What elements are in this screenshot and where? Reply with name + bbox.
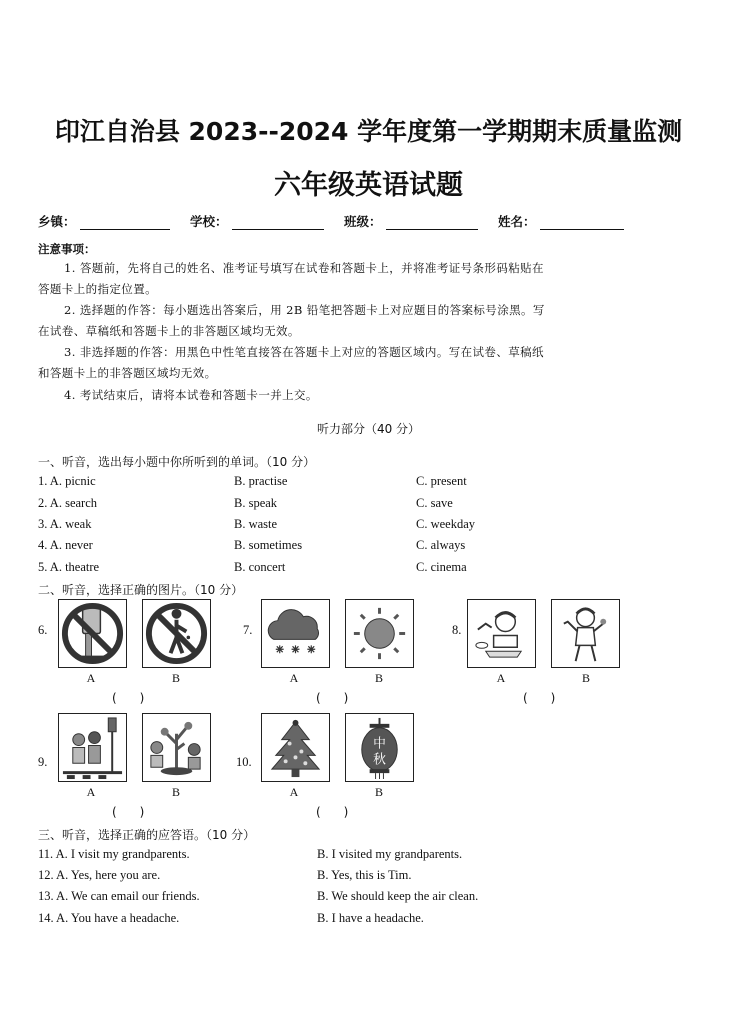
note-line: 和答题卡上的非答题区域均无效。	[38, 366, 217, 380]
option-label-a: A	[289, 671, 299, 685]
answer-blank[interactable]: ( )	[316, 805, 349, 819]
answer-blank[interactable]: ( )	[112, 805, 145, 819]
info-field-school: 学校：	[190, 212, 324, 230]
option-label-b: B	[171, 785, 180, 799]
no-phone-icon[interactable]	[58, 599, 127, 668]
snow-cloud-icon[interactable]	[261, 599, 330, 668]
note-line: 2. 选择题的作答：每小题选出答案后，用 2B 铅笔把答题卡上对应题目的答案标号涂黑。写	[64, 303, 545, 317]
question-row: 12. A. Yes, here you are. B. Yes, this is Tim.	[38, 868, 412, 882]
note-line: 4. 考试结束后，请将本试卷和答题卡一并上交。	[64, 388, 318, 402]
lantern-char: 秋	[373, 752, 386, 768]
question-number: 10.	[236, 755, 252, 769]
exam-subtitle: 六年级英语试题	[274, 170, 463, 201]
question-number: 7.	[243, 623, 253, 637]
class-blank[interactable]	[386, 215, 478, 230]
option-label-b: B	[171, 671, 180, 685]
answer-blank[interactable]: ( )	[112, 691, 145, 705]
no-littering-icon[interactable]	[142, 599, 211, 668]
question-row: 4. A. never B. sometimes C. always	[38, 538, 466, 552]
section2-title: 二、听音，选择正确的图片。（10 分）	[38, 583, 244, 597]
option-label-a: A	[86, 671, 96, 685]
option-label-b: B	[374, 671, 383, 685]
township-blank[interactable]	[80, 215, 170, 230]
lantern-char: 中	[373, 736, 386, 752]
listening-section-header: 听力部分（40 分）	[316, 422, 421, 436]
question-row: 1. A. picnic B. practise C. present	[38, 474, 467, 488]
section3-title: 三、听音，选择正确的应答语。（10 分）	[38, 828, 256, 842]
answer-blank[interactable]: ( )	[316, 691, 349, 705]
info-field-township: 乡镇：	[38, 212, 170, 230]
note-line: 1. 答题前，先将自己的姓名、准考证号填写在试卷和答题卡上，并将准考证号条形码粘贴在	[64, 261, 544, 275]
info-field-name: 姓名：	[498, 212, 624, 230]
notes-heading: 注意事项：	[38, 242, 96, 256]
question-row: 5. A. theatre B. concert C. cinema	[38, 560, 467, 574]
option-label-a: A	[86, 785, 96, 799]
note-line: 答题卡上的指定位置。	[38, 282, 157, 296]
exam-title: 印江自治县 2023--2024 学年度第一学期期末质量监测	[54, 117, 683, 146]
option-label-a: A	[496, 671, 506, 685]
name-blank[interactable]	[540, 215, 624, 230]
question-number: 8.	[452, 623, 462, 637]
children-planting-tree-icon[interactable]	[142, 713, 211, 782]
question-row: 11. A. I visit my grandparents. B. I visited my grandparents.	[38, 847, 463, 861]
boy-studying-icon[interactable]	[467, 599, 536, 668]
section1-title: 一、听音，选出每小题中你所听到的单词。（10 分）	[38, 455, 316, 469]
info-field-class: 班级：	[344, 212, 478, 230]
option-label-b: B	[581, 671, 590, 685]
school-blank[interactable]	[232, 215, 324, 230]
question-row: 14. A. You have a headache. B. I have a headache.	[38, 911, 424, 925]
question-number: 9.	[38, 755, 48, 769]
sun-icon[interactable]	[345, 599, 414, 668]
mid-autumn-lantern-icon[interactable]	[345, 713, 414, 782]
boy-brushing-teeth-icon[interactable]	[551, 599, 620, 668]
christmas-tree-icon[interactable]	[261, 713, 330, 782]
question-row: 3. A. weak B. waste C. weekday	[38, 517, 476, 531]
option-label-b: B	[374, 785, 383, 799]
question-row: 13. A. We can email our friends. B. We should keep the air clean.	[38, 889, 479, 903]
note-line: 在试卷、草稿纸和答题卡上的非答题区域均无效。	[38, 324, 300, 338]
answer-blank[interactable]: ( )	[523, 691, 556, 705]
children-crossing-road-icon[interactable]	[58, 713, 127, 782]
note-line: 3. 非选择题的作答：用黑色中性笔直接答在答题卡上对应的答题区域内。写在试卷、草稿纸	[64, 345, 544, 359]
student-info-row	[38, 212, 628, 234]
question-number: 6.	[38, 623, 48, 637]
question-row: 2. A. search B. speak C. save	[38, 496, 453, 510]
option-label-a: A	[289, 785, 299, 799]
